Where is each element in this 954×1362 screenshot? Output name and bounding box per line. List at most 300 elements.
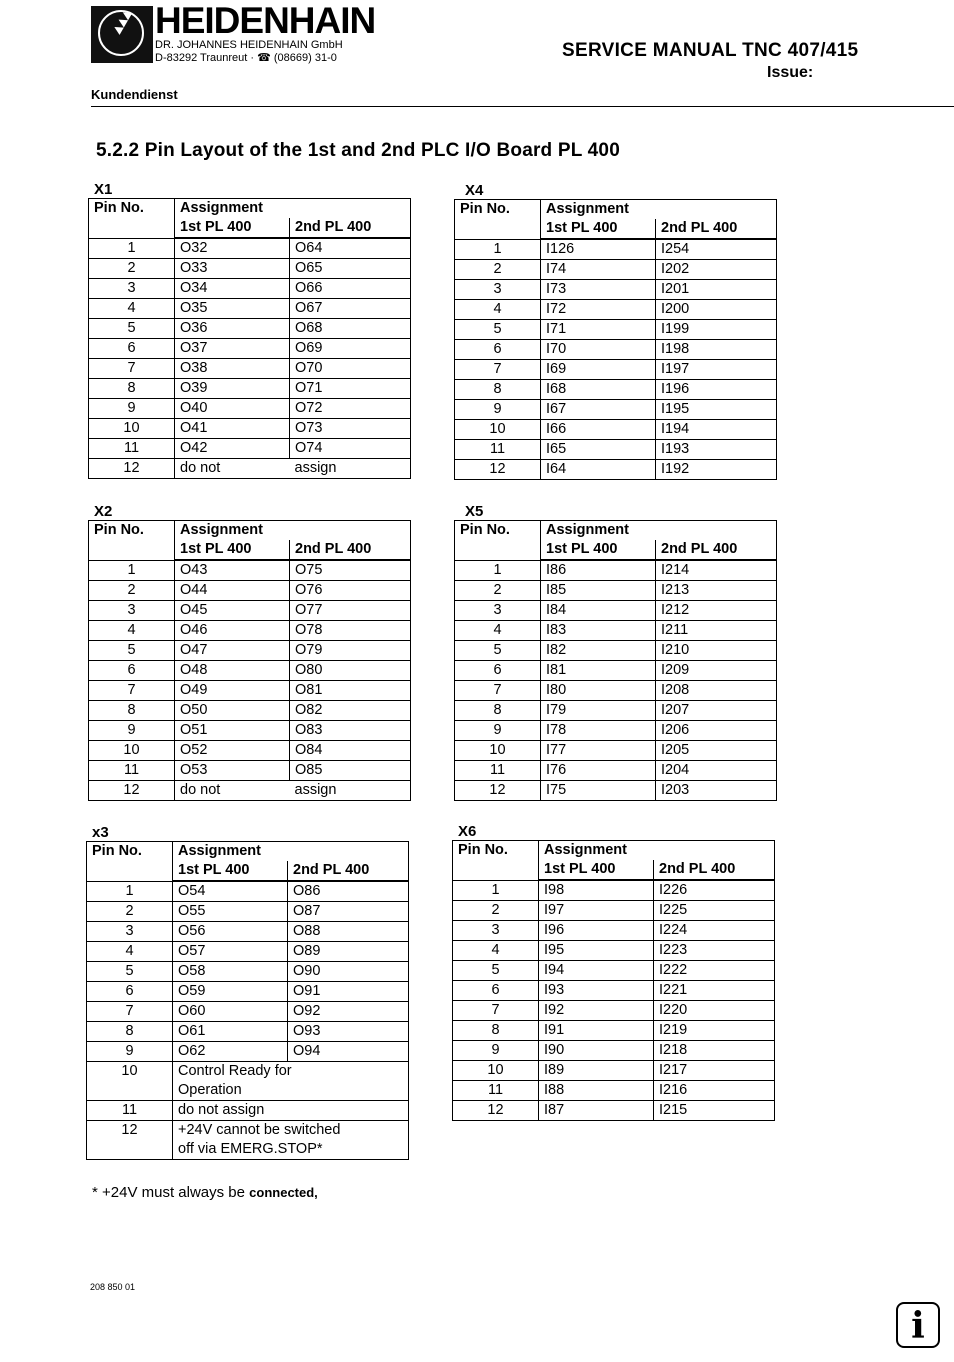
table-row — [89, 721, 411, 741]
pin-number: 6 — [455, 661, 541, 681]
first-pl400-value: I76 — [541, 761, 656, 781]
pin-number: 7 — [455, 360, 541, 380]
table-row — [453, 901, 775, 921]
second-pl400-value: I198 — [656, 340, 777, 360]
pin-number: 7 — [89, 681, 175, 701]
first-pl400-value: I72 — [541, 300, 656, 320]
pin-number: 3 — [87, 922, 173, 942]
first-pl400-value: O34 — [175, 279, 290, 299]
table-row — [455, 621, 777, 641]
pin-number: 1 — [87, 881, 173, 902]
table-row — [89, 279, 411, 299]
pin-table-x5 — [454, 520, 777, 801]
first-pl400-value: I69 — [541, 360, 656, 380]
second-pl400-header: 2nd PL 400 — [290, 540, 411, 560]
first-pl400-header: 1st PL 400 — [175, 540, 290, 560]
table-header-row — [455, 200, 777, 220]
second-pl400-header: 2nd PL 400 — [656, 540, 777, 560]
logo-triangles-icon: ▲▲▲ — [109, 7, 134, 36]
connector-label-x6: X6 — [458, 823, 477, 840]
pin-number: 5 — [87, 962, 173, 982]
first-pl400-value: O45 — [175, 601, 290, 621]
table-row — [453, 961, 775, 981]
pin-table-x4 — [454, 199, 777, 480]
second-pl400-value: I210 — [656, 641, 777, 661]
table-row — [89, 439, 411, 459]
table-row — [455, 420, 777, 440]
table-row — [455, 721, 777, 741]
second-pl400-value: I207 — [656, 701, 777, 721]
second-pl400-value: I208 — [656, 681, 777, 701]
pin-table-x6 — [452, 840, 775, 1121]
table-row — [455, 380, 777, 400]
table-row — [455, 440, 777, 460]
pin-number: 12 — [453, 1101, 539, 1121]
table-row — [455, 460, 777, 480]
company-name: DR. JOHANNES HEIDENHAIN GmbH — [155, 39, 343, 51]
second-pl400-value: I200 — [656, 300, 777, 320]
table-row — [455, 601, 777, 621]
second-pl400-value: I196 — [656, 380, 777, 400]
pin-no-header: Pin No. — [455, 521, 541, 561]
pin-number: 10 — [455, 741, 541, 761]
first-pl400-value: O52 — [175, 741, 290, 761]
pin-number: 6 — [453, 981, 539, 1001]
second-pl400-value: O83 — [290, 721, 411, 741]
table-row — [87, 1101, 409, 1121]
pin-number: 12 — [87, 1121, 173, 1160]
table-row — [89, 560, 411, 581]
pin-number: 10 — [455, 420, 541, 440]
table-row — [453, 921, 775, 941]
table-row — [455, 560, 777, 581]
table-row — [89, 238, 411, 259]
second-pl400-value: O90 — [288, 962, 409, 982]
pin-table-x1 — [88, 198, 411, 479]
table-row — [87, 942, 409, 962]
second-pl400-value: O84 — [290, 741, 411, 761]
first-pl400-value: O48 — [175, 661, 290, 681]
table-row — [455, 641, 777, 661]
pin-number: 6 — [89, 661, 175, 681]
pin-number: 8 — [453, 1021, 539, 1041]
pin-number: 10 — [89, 741, 175, 761]
first-pl400-value: I66 — [541, 420, 656, 440]
footnote — [92, 1184, 318, 1201]
first-pl400-value: O57 — [173, 942, 288, 962]
info-icon[interactable]: i — [896, 1302, 940, 1348]
table-row — [89, 621, 411, 641]
connector-label-x1: X1 — [94, 181, 113, 198]
first-pl400-value: O61 — [173, 1022, 288, 1042]
connector-label-x4: X4 — [465, 182, 484, 199]
second-pl400-value: I206 — [656, 721, 777, 741]
table-row — [89, 661, 411, 681]
table-row — [89, 259, 411, 279]
first-pl400-value: O47 — [175, 641, 290, 661]
pin-number: 6 — [89, 339, 175, 359]
first-pl400-value: O49 — [175, 681, 290, 701]
second-pl400-value: O69 — [290, 339, 411, 359]
first-pl400-value: I83 — [541, 621, 656, 641]
company-address — [155, 39, 343, 65]
second-pl400-value: I218 — [654, 1041, 775, 1061]
first-pl400-value: O46 — [175, 621, 290, 641]
first-pl400-value: I90 — [539, 1041, 654, 1061]
second-pl400-value: O67 — [290, 299, 411, 319]
connector-label-x2: X2 — [94, 503, 113, 520]
first-pl400-value: I88 — [539, 1081, 654, 1101]
first-pl400-value: I87 — [539, 1101, 654, 1121]
second-pl400-value: O86 — [288, 881, 409, 902]
first-pl400-value: I74 — [541, 260, 656, 280]
table-header-row — [87, 842, 409, 862]
table-header-row — [455, 521, 777, 541]
second-pl400-value: O91 — [288, 982, 409, 1002]
pin-number: 2 — [89, 259, 175, 279]
second-pl400-value: O72 — [290, 399, 411, 419]
second-pl400-header: 2nd PL 400 — [288, 861, 409, 881]
first-pl400-value: O56 — [173, 922, 288, 942]
pin-number: 4 — [455, 621, 541, 641]
table-row — [89, 601, 411, 621]
table-row — [455, 581, 777, 601]
table-row — [89, 379, 411, 399]
second-pl400-header: 2nd PL 400 — [656, 219, 777, 239]
table-row — [87, 881, 409, 902]
table-row — [455, 260, 777, 280]
second-pl400-value: O82 — [290, 701, 411, 721]
table-row — [453, 880, 775, 901]
first-pl400-value: I79 — [541, 701, 656, 721]
table-row — [89, 299, 411, 319]
pin-number: 8 — [89, 379, 175, 399]
first-pl400-value: I78 — [541, 721, 656, 741]
table-row — [89, 641, 411, 661]
pin-number: 12 — [455, 781, 541, 801]
first-pl400-value: O42 — [175, 439, 290, 459]
pin-number: 5 — [89, 641, 175, 661]
table-row — [89, 741, 411, 761]
second-pl400-value: I226 — [654, 880, 775, 901]
assignment-header: Assignment — [541, 200, 777, 220]
assignment-header: Assignment — [541, 521, 777, 541]
assignment-cell — [173, 1101, 409, 1121]
table-header-row — [89, 521, 411, 541]
pin-number: 8 — [89, 701, 175, 721]
table-row — [87, 922, 409, 942]
table-row — [455, 661, 777, 681]
table-row — [89, 339, 411, 359]
second-pl400-value: O85 — [290, 761, 411, 781]
table-row — [453, 1021, 775, 1041]
pin-number: 12 — [89, 781, 175, 801]
table-row — [455, 360, 777, 380]
first-pl400-value: O40 — [175, 399, 290, 419]
first-pl400-value: do not — [175, 459, 290, 479]
pin-number: 1 — [89, 560, 175, 581]
second-pl400-value: assign — [290, 781, 411, 801]
pin-number: 11 — [89, 439, 175, 459]
first-pl400-value: I89 — [539, 1061, 654, 1081]
first-pl400-value: I75 — [541, 781, 656, 801]
second-pl400-value: I222 — [654, 961, 775, 981]
second-pl400-value: O87 — [288, 902, 409, 922]
first-pl400-value: O33 — [175, 259, 290, 279]
first-pl400-value: O39 — [175, 379, 290, 399]
section-title: 5.2.2 Pin Layout of the 1st and 2nd PLC I/O Board PL 400 — [96, 140, 620, 161]
first-pl400-value: I84 — [541, 601, 656, 621]
pin-no-header: Pin No. — [87, 842, 173, 882]
second-pl400-value: I216 — [654, 1081, 775, 1101]
second-pl400-value: I214 — [656, 560, 777, 581]
first-pl400-value: O35 — [175, 299, 290, 319]
pin-no-header: Pin No. — [89, 521, 175, 561]
pin-number: 9 — [455, 400, 541, 420]
table-row — [89, 701, 411, 721]
pin-number: 2 — [453, 901, 539, 921]
pin-number: 9 — [89, 721, 175, 741]
second-pl400-value: O68 — [290, 319, 411, 339]
brand-name: HEIDENHAIN — [155, 0, 376, 41]
second-pl400-value: O80 — [290, 661, 411, 681]
first-pl400-value: O44 — [175, 581, 290, 601]
pin-number: 9 — [89, 399, 175, 419]
second-pl400-value: I192 — [656, 460, 777, 480]
second-pl400-value: O88 — [288, 922, 409, 942]
first-pl400-value: I70 — [541, 340, 656, 360]
first-pl400-value: O32 — [175, 238, 290, 259]
first-pl400-value: O36 — [175, 319, 290, 339]
pin-number: 3 — [89, 279, 175, 299]
pin-number: 8 — [455, 380, 541, 400]
second-pl400-value: O93 — [288, 1022, 409, 1042]
table-row — [87, 962, 409, 982]
pin-number: 6 — [87, 982, 173, 1002]
pin-number: 2 — [455, 581, 541, 601]
pin-number: 3 — [89, 601, 175, 621]
first-pl400-value: I86 — [541, 560, 656, 581]
table-row — [87, 902, 409, 922]
pin-number: 9 — [455, 721, 541, 741]
first-pl400-value: I97 — [539, 901, 654, 921]
first-pl400-value: I82 — [541, 641, 656, 661]
pin-number: 4 — [453, 941, 539, 961]
second-pl400-value: I201 — [656, 280, 777, 300]
second-pl400-value: I194 — [656, 420, 777, 440]
second-pl400-value: O64 — [290, 238, 411, 259]
table-row — [455, 761, 777, 781]
table-row — [87, 982, 409, 1002]
second-pl400-value: O92 — [288, 1002, 409, 1022]
second-pl400-value: I213 — [656, 581, 777, 601]
second-pl400-value: I202 — [656, 260, 777, 280]
pin-number: 10 — [89, 419, 175, 439]
first-pl400-value: O58 — [173, 962, 288, 982]
pin-no-header: Pin No. — [89, 199, 175, 239]
second-pl400-value: O94 — [288, 1042, 409, 1062]
second-pl400-value: O89 — [288, 942, 409, 962]
second-pl400-value: I219 — [654, 1021, 775, 1041]
assignment-text-line2: Operation — [178, 1082, 242, 1098]
first-pl400-value: I64 — [541, 460, 656, 480]
pin-number: 6 — [455, 340, 541, 360]
table-row — [89, 781, 411, 801]
assignment-header: Assignment — [175, 199, 411, 219]
second-pl400-value: I205 — [656, 741, 777, 761]
assignment-header: Assignment — [539, 841, 775, 861]
footnote-text: * +24V must always be — [92, 1184, 245, 1201]
first-pl400-value: I93 — [539, 981, 654, 1001]
header-divider — [91, 106, 954, 107]
table-row — [455, 340, 777, 360]
table-row — [453, 1061, 775, 1081]
second-pl400-value: O73 — [290, 419, 411, 439]
first-pl400-value: I73 — [541, 280, 656, 300]
assignment-cell — [173, 1062, 409, 1101]
assignment-text-line2: off via EMERG.STOP* — [178, 1141, 323, 1157]
first-pl400-header: 1st PL 400 — [173, 861, 288, 881]
pin-number: 2 — [89, 581, 175, 601]
table-row — [455, 701, 777, 721]
pin-number: 4 — [89, 621, 175, 641]
first-pl400-value: I71 — [541, 320, 656, 340]
pin-number: 5 — [89, 319, 175, 339]
second-pl400-value: O66 — [290, 279, 411, 299]
assignment-header: Assignment — [175, 521, 411, 541]
table-row — [453, 981, 775, 1001]
table-row — [89, 459, 411, 479]
pin-number: 5 — [453, 961, 539, 981]
assignment-cell — [173, 1121, 409, 1160]
table-row — [455, 280, 777, 300]
first-pl400-value: I91 — [539, 1021, 654, 1041]
table-row — [453, 1041, 775, 1061]
pin-number: 9 — [453, 1041, 539, 1061]
pin-number: 10 — [453, 1061, 539, 1081]
pin-number: 2 — [455, 260, 541, 280]
second-pl400-value: O75 — [290, 560, 411, 581]
first-pl400-header: 1st PL 400 — [175, 218, 290, 238]
table-row — [455, 239, 777, 260]
pin-number: 4 — [455, 300, 541, 320]
pin-number: 11 — [455, 440, 541, 460]
table-row — [89, 761, 411, 781]
table-row — [89, 319, 411, 339]
first-pl400-value: I65 — [541, 440, 656, 460]
second-pl400-value: O79 — [290, 641, 411, 661]
table-row — [87, 1121, 409, 1160]
second-pl400-value: I225 — [654, 901, 775, 921]
table-row — [455, 320, 777, 340]
pin-number: 12 — [455, 460, 541, 480]
second-pl400-value: I223 — [654, 941, 775, 961]
second-pl400-value: O81 — [290, 681, 411, 701]
second-pl400-value: I221 — [654, 981, 775, 1001]
second-pl400-header: 2nd PL 400 — [290, 218, 411, 238]
first-pl400-value: I92 — [539, 1001, 654, 1021]
table-row — [455, 300, 777, 320]
table-header-row — [453, 841, 775, 861]
table-row — [87, 1022, 409, 1042]
first-pl400-value: O50 — [175, 701, 290, 721]
pin-no-header: Pin No. — [453, 841, 539, 881]
pin-number: 3 — [455, 280, 541, 300]
first-pl400-value: O59 — [173, 982, 288, 1002]
table-row — [89, 581, 411, 601]
second-pl400-value: O76 — [290, 581, 411, 601]
table-row — [87, 1042, 409, 1062]
issue-label: Issue: — [767, 64, 814, 81]
pin-number: 9 — [87, 1042, 173, 1062]
pin-number: 7 — [453, 1001, 539, 1021]
connector-label-x5: X5 — [465, 503, 484, 520]
pin-table-x3 — [86, 841, 409, 1160]
assignment-header: Assignment — [173, 842, 409, 862]
table-row — [455, 741, 777, 761]
first-pl400-value: I126 — [541, 239, 656, 260]
table-row — [453, 941, 775, 961]
second-pl400-value: O78 — [290, 621, 411, 641]
first-pl400-value: I68 — [541, 380, 656, 400]
first-pl400-value: I94 — [539, 961, 654, 981]
first-pl400-header: 1st PL 400 — [539, 860, 654, 880]
first-pl400-value: O37 — [175, 339, 290, 359]
first-pl400-header: 1st PL 400 — [541, 540, 656, 560]
first-pl400-value: O60 — [173, 1002, 288, 1022]
pin-number: 1 — [455, 239, 541, 260]
second-pl400-value: I217 — [654, 1061, 775, 1081]
pin-number: 11 — [87, 1101, 173, 1121]
pin-number: 8 — [455, 701, 541, 721]
second-pl400-value: O65 — [290, 259, 411, 279]
footnote-bold: connected, — [249, 1185, 318, 1200]
department-label: Kundendienst — [91, 87, 178, 102]
pin-number: 7 — [89, 359, 175, 379]
second-pl400-value: I211 — [656, 621, 777, 641]
pin-number: 5 — [455, 320, 541, 340]
table-row — [89, 359, 411, 379]
first-pl400-value: I80 — [541, 681, 656, 701]
second-pl400-value: I193 — [656, 440, 777, 460]
pin-number: 4 — [87, 942, 173, 962]
document-number: 208 850 01 — [90, 1282, 136, 1292]
second-pl400-value: O77 — [290, 601, 411, 621]
first-pl400-value: O53 — [175, 761, 290, 781]
first-pl400-value: I98 — [539, 880, 654, 901]
assignment-text: Control Ready for — [178, 1063, 292, 1079]
second-pl400-value: I195 — [656, 400, 777, 420]
first-pl400-value: I77 — [541, 741, 656, 761]
first-pl400-value: I81 — [541, 661, 656, 681]
table-row — [455, 400, 777, 420]
first-pl400-header: 1st PL 400 — [541, 219, 656, 239]
second-pl400-value: O70 — [290, 359, 411, 379]
table-row — [89, 419, 411, 439]
table-row — [453, 1001, 775, 1021]
second-pl400-value: I215 — [654, 1101, 775, 1121]
table-row — [453, 1101, 775, 1121]
first-pl400-value: O41 — [175, 419, 290, 439]
second-pl400-value: I224 — [654, 921, 775, 941]
first-pl400-value: O38 — [175, 359, 290, 379]
second-pl400-value: I254 — [656, 239, 777, 260]
table-row — [87, 1002, 409, 1022]
pin-number: 2 — [87, 902, 173, 922]
connector-label-x3: x3 — [92, 824, 109, 841]
assignment-text: +24V cannot be switched — [178, 1122, 341, 1138]
first-pl400-value: I67 — [541, 400, 656, 420]
